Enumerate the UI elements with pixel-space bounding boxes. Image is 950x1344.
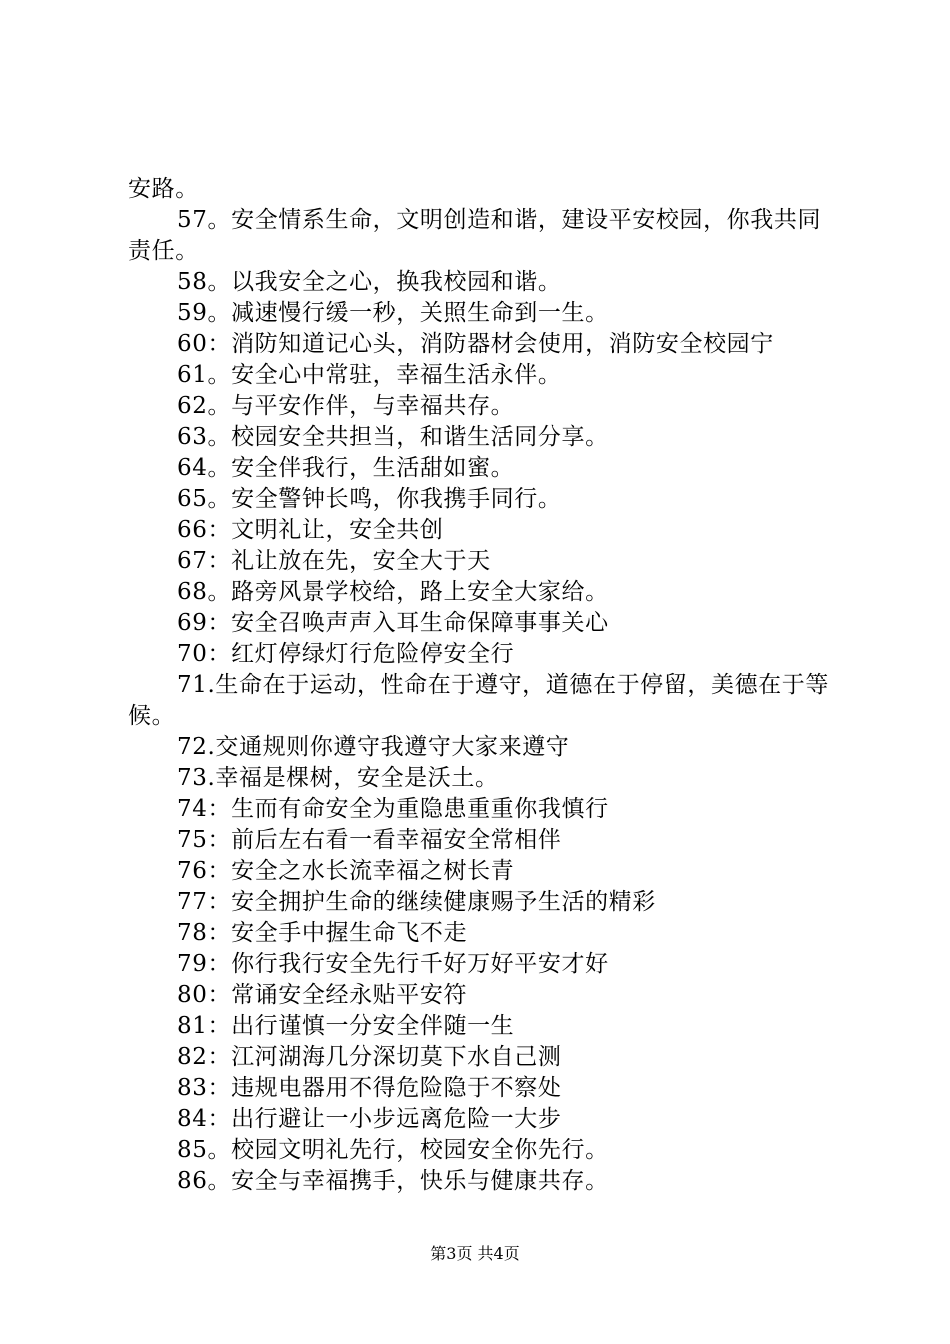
body-paragraph: 80：常诵安全经永贴平安符 <box>177 982 468 1008</box>
body-paragraph: 69：安全召唤声声入耳生命保障事事关心 <box>177 610 609 636</box>
body-paragraph: 75：前后左右看一看幸福安全常相伴 <box>177 827 562 853</box>
body-paragraph: 63。校园安全共担当，和谐生活同分享。 <box>177 424 609 450</box>
body-paragraph: 86。安全与幸福携手，快乐与健康共存。 <box>177 1168 609 1194</box>
body-paragraph: 84：出行避让一小步远离危险一大步 <box>177 1106 562 1132</box>
body-paragraph: 82：江河湖海几分深切莫下水自己测 <box>177 1044 562 1070</box>
body-paragraph: 61。安全心中常驻，幸福生活永伴。 <box>177 362 562 388</box>
body-paragraph: 74：生而有命安全为重隐患重重你我慎行 <box>177 796 609 822</box>
body-paragraph: 79：你行我行安全先行千好万好平安才好 <box>177 951 609 977</box>
body-paragraph: 62。与平安作伴，与幸福共存。 <box>177 393 515 419</box>
body-paragraph: 安路。 <box>128 176 199 202</box>
body-paragraph: 76：安全之水长流幸福之树长青 <box>177 858 515 884</box>
body-paragraph: 59。减速慢行缓一秒，关照生命到一生。 <box>177 300 609 326</box>
body-paragraph: 66：文明礼让，安全共创 <box>177 517 444 543</box>
body-paragraph: 77：安全拥护生命的继续健康赐予生活的精彩 <box>177 889 656 915</box>
body-paragraph: 85。校园文明礼先行，校园安全你先行。 <box>177 1137 609 1163</box>
body-paragraph: 67：礼让放在先，安全大于天 <box>177 548 491 574</box>
body-paragraph: 78：安全手中握生命飞不走 <box>177 920 468 946</box>
body-paragraph: 72.交通规则你遵守我遵守大家来遵守 <box>177 734 570 760</box>
body-paragraph: 73.幸福是棵树，安全是沃土。 <box>177 765 499 791</box>
body-paragraph: 64。安全伴我行，生活甜如蜜。 <box>177 455 515 481</box>
body-paragraph: 71.生命在于运动，性命在于遵守，道德在于停留，美德在于等候。 <box>128 672 829 729</box>
body-paragraph: 60：消防知道记心头，消防器材会使用，消防安全校园宁 <box>177 331 774 357</box>
body-paragraph: 65。安全警钟长鸣，你我携手同行。 <box>177 486 562 512</box>
body-paragraph: 81：出行谨慎一分安全伴随一生 <box>177 1013 515 1039</box>
page-footer: 第3页 共4页 <box>430 1244 520 1263</box>
body-paragraph: 57。安全情系生命，文明创造和谐，建设平安校园，你我共同责任。 <box>128 207 822 264</box>
body-paragraph: 58。以我安全之心，换我校园和谐。 <box>177 269 562 295</box>
body-paragraph: 70：红灯停绿灯行危险停安全行 <box>177 641 515 667</box>
document-body <box>128 174 833 1197</box>
body-paragraph: 83：违规电器用不得危险隐于不察处 <box>177 1075 562 1101</box>
body-paragraph: 68。路旁风景学校给，路上安全大家给。 <box>177 579 609 605</box>
